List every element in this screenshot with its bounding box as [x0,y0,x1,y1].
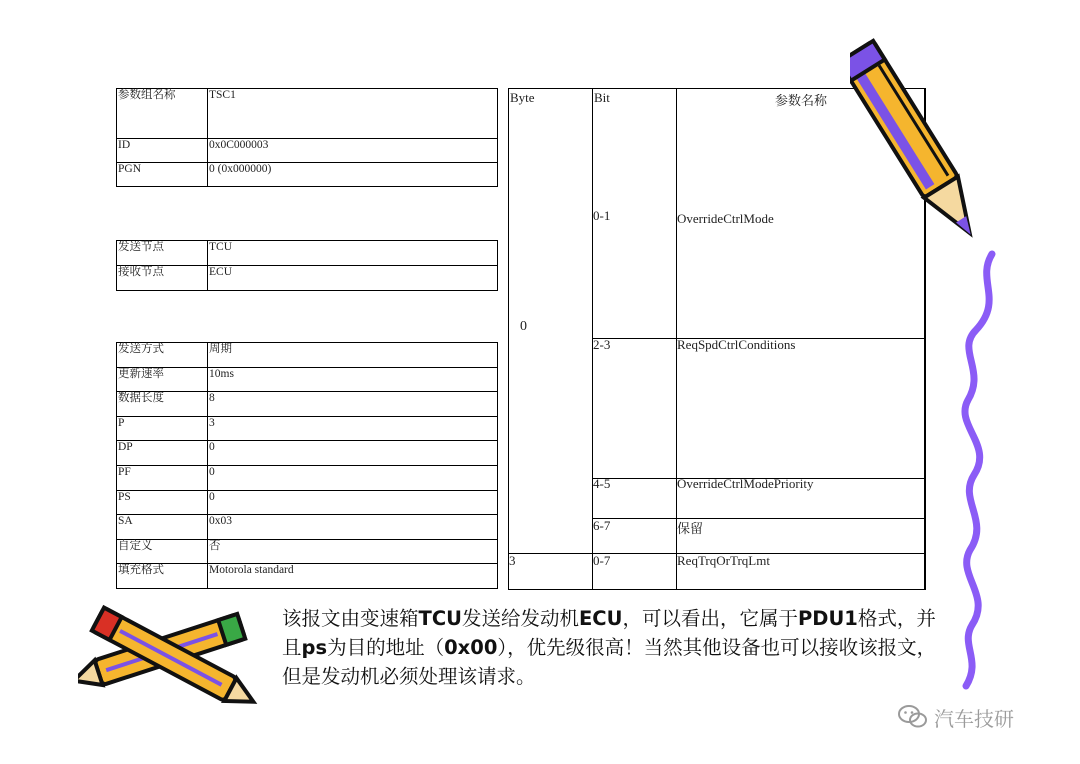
byte-header: Byte [509,89,593,590]
table-row [117,515,498,540]
label-cell: DP [117,441,208,466]
table-row [117,539,498,564]
caption-bold: 0x00 [444,636,498,659]
param-header: 参数名称 [677,89,926,590]
label-cell: 更新速率 [117,367,208,392]
param-cell: OverrideCtrlModePriority [677,476,814,491]
watermark [898,704,1014,730]
pencil-icon [850,36,990,256]
value-cell: ECU [208,266,498,291]
label-cell: ID [117,139,208,163]
value-cell: Motorola standard [208,564,498,589]
bit-cell: 0-7 [593,553,611,568]
value-cell: 周期 [208,343,498,368]
label-cell: PGN [117,163,208,187]
label-cell: PF [117,465,208,490]
label-cell: 数据长度 [117,392,208,417]
label-cell: 自定义 [117,539,208,564]
table-row [117,241,498,266]
value-cell: 3 [208,416,498,441]
caption-text [282,604,947,691]
value-cell: 0 [208,465,498,490]
value-cell: 0 (0x000000) [208,163,498,187]
label-cell: P [117,416,208,441]
caption-part: 该报文由变速箱 [282,607,419,630]
byte-0-cell: 0 [520,319,527,334]
table-row [117,441,498,466]
label-cell: 填充格式 [117,564,208,589]
label-cell: 发送方式 [117,343,208,368]
table-row [117,139,498,163]
bit-header: Bit [593,89,677,590]
wechat-icon [898,704,928,730]
value-cell: TSC1 [208,89,498,139]
table-row [117,392,498,417]
bit-cell: 2-3 [593,337,611,352]
param-cell: 保留 [677,521,704,536]
squiggle-line-icon [946,250,1006,690]
param-cell: OverrideCtrlMode [677,211,774,226]
label-cell: 发送节点 [117,241,208,266]
caption-part: ，可以看出，它属于 [622,607,798,630]
value-cell: 0 [208,490,498,515]
value-cell: 10ms [208,367,498,392]
caption-bold: ECU [578,607,623,630]
value-cell: 8 [208,392,498,417]
value-cell: 0 [208,441,498,466]
value-cell: TCU [208,241,498,266]
table-row [117,163,498,187]
value-cell: 0x03 [208,515,498,540]
transmission-table [116,342,498,589]
table-row [117,266,498,291]
caption-part: 为目的地址（ [327,636,445,659]
param-cell: ReqTrqOrTrqLmt [677,553,770,568]
table-row [117,465,498,490]
caption-part: 格式，并且 [282,607,936,659]
value-cell: 0x0C000003 [208,139,498,163]
param-cell: ReqSpdCtrlConditions [677,337,796,352]
node-table [116,240,498,291]
message-info-table [116,88,498,187]
caption-bold: ps [301,636,328,659]
byte-3-cell: 3 [509,553,516,568]
crossed-pencils-icon [78,594,268,724]
table-row [117,367,498,392]
table-row [117,343,498,368]
watermark-text: 汽车技研 [934,706,1014,731]
label-cell: 参数组名称 [117,89,208,139]
caption-bold: TCU [418,607,462,630]
label-cell: 接收节点 [117,266,208,291]
table-row [117,564,498,589]
label-cell: PS [117,490,208,515]
bit-cell: 0-1 [593,208,611,223]
caption-part: 发送给发动机 [461,607,579,630]
caption-bold: PDU1 [797,607,858,630]
table-row [117,490,498,515]
label-cell: SA [117,515,208,540]
bit-cell: 4-5 [593,476,611,491]
table-row [117,89,498,139]
bit-cell: 6-7 [593,518,611,533]
table-row [117,416,498,441]
value-cell: 否 [208,539,498,564]
caption-part: ），优先级很高！当然其他设备也可以接收该报文，但是发动机必须处理该请求。 [282,636,937,688]
